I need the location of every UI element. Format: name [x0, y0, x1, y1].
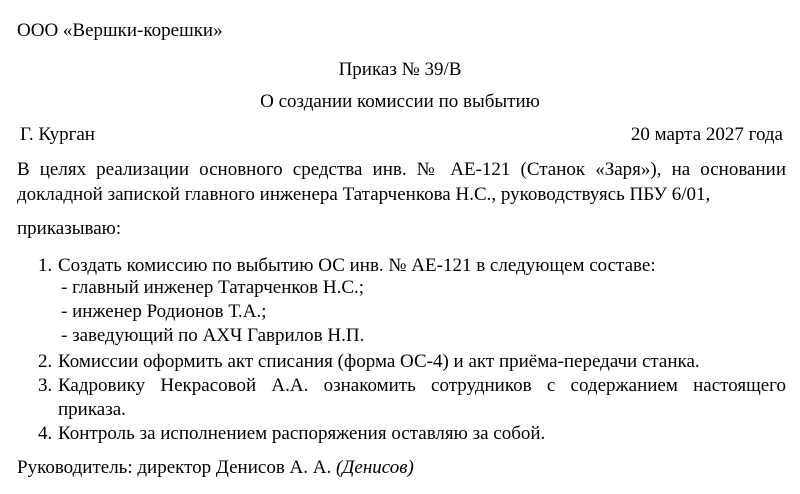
- commission-member: - инженер Родионов Т.А.;: [61, 301, 267, 322]
- commission-member: - заведующий по АХЧ Гаврилов Н.П.: [61, 325, 365, 346]
- order-directive-word: приказываю:: [17, 218, 122, 239]
- order-subject: О создании комиссии по выбытию: [260, 91, 540, 112]
- signature-label: Руководитель: директор Денисов А. А.: [17, 457, 332, 478]
- order-item-3: [38, 374, 786, 422]
- order-city: Г. Курган: [20, 124, 95, 145]
- order-date: 20 марта 2027 года: [630, 124, 783, 145]
- order-item-text: Комиссии оформить акт списания (форма ОС-4) и акт приёма-передачи станка.: [58, 351, 700, 372]
- order-title: Приказ № 39/В: [338, 59, 462, 80]
- order-item-text-continued: приказа.: [58, 399, 126, 420]
- signature-handwritten: (Денисов): [335, 457, 414, 478]
- order-item-number: 2.: [38, 351, 53, 372]
- order-item-text: Создать комиссию по выбытию ОС инв. № АЕ-121 в следующем составе:: [58, 255, 656, 276]
- order-item-text: Контроль за исполнением распоряжения оставляю за собой.: [58, 423, 546, 444]
- order-item-number: 4.: [38, 423, 53, 444]
- order-preamble: В целях реализации основного средства инв. № АЕ-121 (Станок «Заря»), на основании докладной запиской главного инженера Татарченкова Н.С., руководствуясь ПБУ 6/01,: [17, 159, 786, 205]
- organization-name: ООО «Вершки-корешки»: [17, 20, 223, 41]
- order-item-number: 1.: [38, 255, 53, 276]
- commission-member: - главный инженер Татарченков Н.С.;: [61, 277, 365, 298]
- signature-line: [17, 457, 414, 479]
- order-item-number: 3.: [38, 375, 53, 396]
- order-item-text: Кадровику Некрасовой А.А. ознакомить сотрудников с содержанием настоящего: [58, 375, 786, 396]
